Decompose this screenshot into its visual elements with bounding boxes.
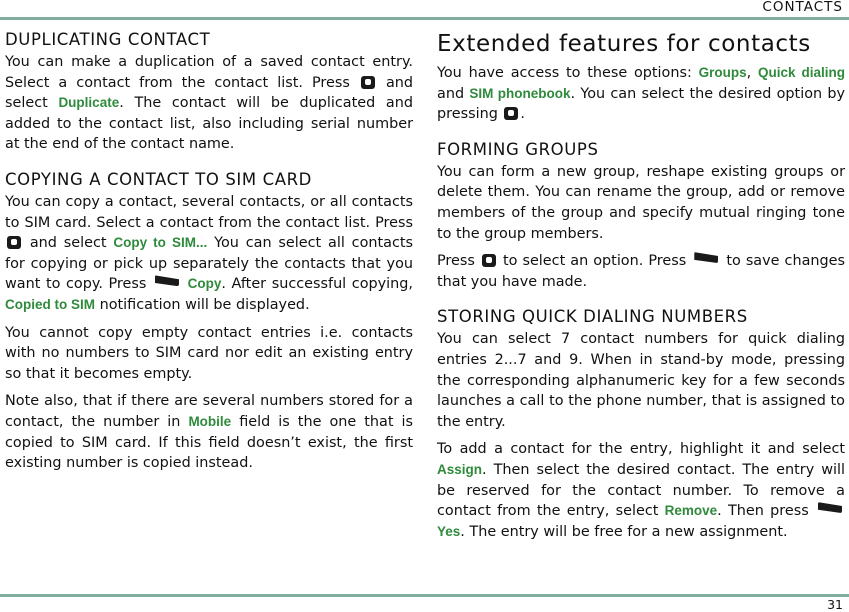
heading-duplicating-contact: DUPLICATING CONTACT xyxy=(5,30,211,49)
paragraph-quick-dialing: You can select 7 contact numbers for quick dialing entries 2...7 and 9. When in stand-by mode, pressing the corresponding alphanumeric key for a few seconds launches a call to the phone number, that is assigned to the entry. xyxy=(437,331,845,430)
soft-key-icon xyxy=(155,275,179,286)
heading-quick-dialing: STORING QUICK DIALING NUMBERS xyxy=(437,307,748,327)
keyword-groups: Groups xyxy=(698,65,747,80)
page-header-title: CONTACTS xyxy=(762,0,843,15)
heading-copying-to-sim: COPYING A CONTACT TO SIM CARD xyxy=(5,169,312,189)
keyword-yes: Yes xyxy=(437,523,461,539)
keyword-copied-to-sim: Copied to SIM xyxy=(5,296,95,312)
header-rule xyxy=(0,17,849,20)
select-key-icon xyxy=(482,254,496,267)
paragraph-copying: You can copy a contact, several contacts, or all contacts to SIM card. Select a contact from the contact list. Press and select Copy to SIM... You can select all contacts for copying or pick up separately the contacts that you want to copy. Press Copy. After successful copying, Copied to SIM notification will be displayed. xyxy=(5,193,414,313)
section-title: Extended features for contacts xyxy=(437,31,811,57)
keyword-copy-to-sim: Copy to SIM... xyxy=(113,235,208,251)
paragraph-groups-save: Press to select an option. Press to save changes that you have made. xyxy=(437,253,845,290)
select-key-icon xyxy=(361,76,375,89)
heading-forming-groups: FORMING GROUPS xyxy=(437,139,599,159)
select-key-icon xyxy=(7,236,21,249)
keyword-copy: Copy xyxy=(187,276,222,292)
soft-key-icon xyxy=(818,502,842,513)
paragraph-duplicating: You can make a duplication of a saved contact entry. Select a contact from the contact list. Press and select Duplicate. The contact will be duplicated and added to the contact list, also including serial number at the end of the contact name. xyxy=(5,54,414,153)
paragraph-empty-entries: You cannot copy empty contact entries i.e. contacts with no numbers to SIM card nor edit an existing entry so that it becomes empty. xyxy=(5,324,413,382)
left-column xyxy=(5,28,413,474)
keyword-remove: Remove xyxy=(664,503,718,519)
keyword-assign: Assign xyxy=(437,461,483,477)
keyword-duplicate: Duplicate xyxy=(58,95,120,111)
soft-key-icon xyxy=(694,252,718,263)
footer-rule xyxy=(0,594,849,597)
select-key-icon xyxy=(504,107,518,120)
right-column xyxy=(437,28,845,542)
paragraph-extended-intro: You have access to these options: Groups, Quick dialing and SIM phonebook. You can select the desired option by pressing . xyxy=(437,65,846,123)
keyword-sim-phonebook: SIM phonebook xyxy=(469,85,571,101)
keyword-mobile: Mobile xyxy=(188,413,232,429)
paragraph-groups: You can form a new group, reshape existing groups or delete them. You can rename the group, add or remove members of the group and specify mutual ringing tone to the group members. xyxy=(437,163,845,242)
paragraph-assign: To add a contact for the entry, highlight it and select Assign. Then select the desired contact. The entry will be reserved for the contact number. To remove a contact from the entry, select Remove. Then press Yes. The entry will be free for a new assignment. xyxy=(437,441,845,540)
page-number: 31 xyxy=(827,597,843,612)
paragraph-mobile-field: Note also, that if there are several numbers stored for a contact, the number in Mobile field is the one that is copied to SIM card. If this field doesn’t exist, the first existing number is copied instead. xyxy=(5,393,413,472)
keyword-quick-dialing: Quick dialing xyxy=(758,65,845,80)
